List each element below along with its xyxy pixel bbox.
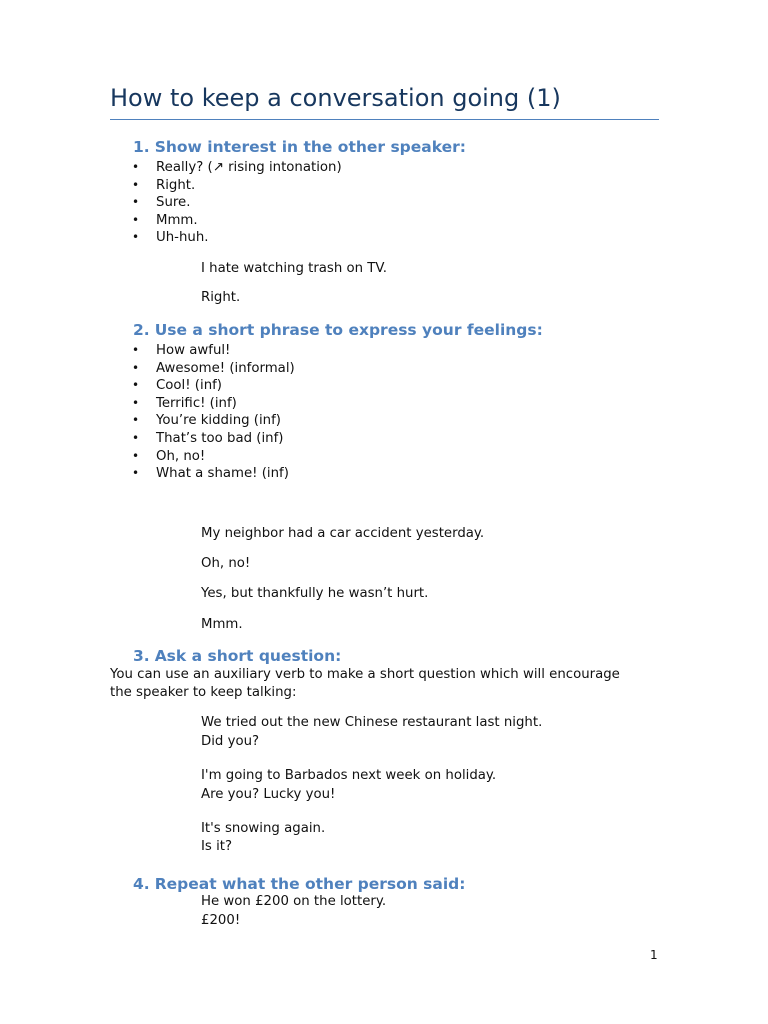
bullet-icon: • — [132, 378, 140, 393]
list-item: • Uh-huh. — [132, 230, 209, 246]
example-line: My neighbor had a car accident yesterday. — [201, 526, 485, 541]
bullet-icon: • — [132, 448, 140, 463]
example-line: It's snowing again. — [201, 821, 326, 836]
list-item: • You’re kidding (inf) — [132, 413, 281, 429]
example-line: Is it? — [201, 839, 233, 854]
bullet-icon: • — [132, 395, 140, 410]
list-item: • Awesome! (informal) — [132, 360, 295, 376]
page-number: 1 — [650, 948, 658, 962]
list-item: • Right. — [132, 177, 196, 193]
list-item: • How awful! — [132, 343, 231, 358]
bullet-icon: • — [132, 230, 140, 245]
section-1-heading-text: Show interest in the other speaker: — [154, 138, 466, 156]
section-4-heading-text: Repeat what the other person said: — [154, 875, 466, 893]
section-2-number: 2. — [133, 321, 150, 339]
example-line: £200! — [201, 913, 241, 928]
list-item: • That’s too bad (inf) — [132, 430, 284, 446]
section-3-heading-text: Ask a short question: — [154, 647, 342, 665]
bullet-icon: • — [132, 360, 140, 375]
bullet-icon: • — [132, 466, 140, 481]
page-title: How to keep a conversation going (1) — [110, 84, 561, 112]
example-line: Are you? Lucky you! — [201, 787, 336, 802]
example-line: I'm going to Barbados next week on holiday. — [201, 768, 497, 783]
example-line: Oh, no! — [201, 556, 251, 571]
example-line: Right. — [201, 290, 241, 305]
section-2-list — [130, 342, 295, 483]
example-line: Did you? — [201, 734, 260, 749]
section-3-number: 3. — [133, 647, 150, 665]
list-item: • Terrific! (inf) — [132, 395, 237, 411]
section-1-number: 1. — [133, 138, 150, 156]
bullet-icon: • — [132, 343, 140, 357]
bullet-icon: • — [132, 212, 140, 227]
example-line: Yes, but thankfully he wasn’t hurt. — [201, 586, 429, 601]
section-1-list — [130, 159, 342, 247]
bullet-icon: • — [132, 195, 140, 210]
section-2-heading — [133, 321, 543, 339]
section-1-heading — [133, 138, 466, 156]
section-3-heading — [133, 647, 341, 665]
title-underline — [110, 119, 659, 120]
bullet-icon: • — [132, 177, 140, 192]
section-2-heading-text: Use a short phrase to express your feelings: — [154, 321, 543, 339]
example-line: We tried out the new Chinese restaurant last night. — [201, 715, 543, 730]
example-line: I hate watching trash on TV. — [201, 261, 388, 276]
section-3-intro-line: the speaker to keep talking: — [110, 685, 297, 700]
list-item: • What a shame! (inf) — [132, 466, 289, 482]
list-item: • Mmm. — [132, 212, 198, 228]
bullet-icon: • — [132, 160, 140, 174]
list-item: • Oh, no! — [132, 448, 206, 464]
example-line: Mmm. — [201, 617, 243, 632]
bullet-icon: • — [132, 413, 140, 428]
bullet-icon: • — [132, 430, 140, 445]
section-4-heading — [133, 875, 465, 893]
list-item: • Sure. — [132, 195, 191, 211]
example-line: He won £200 on the lottery. — [201, 894, 387, 909]
list-item: • Really? (↗ rising intonation) — [132, 160, 342, 175]
list-item: • Cool! (inf) — [132, 378, 222, 394]
section-3-intro-line: You can use an auxiliary verb to make a short question which will encourage — [110, 667, 620, 682]
section-4-number: 4. — [133, 875, 150, 893]
